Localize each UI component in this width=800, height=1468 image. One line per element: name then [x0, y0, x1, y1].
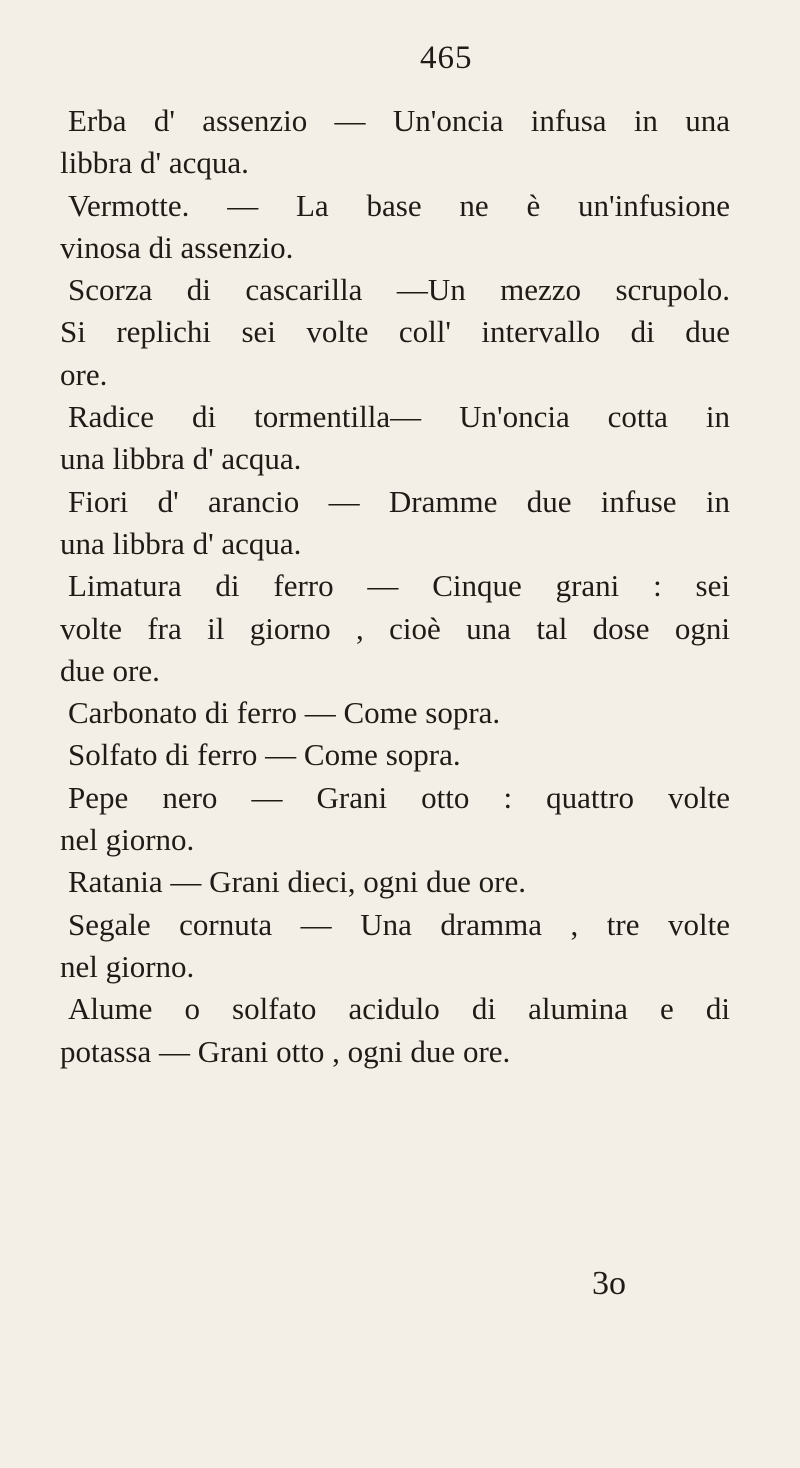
text-line: Fiori d' arancio — Dramme due infuse in — [68, 483, 730, 519]
text-line: nel giorno. — [60, 948, 195, 984]
entry — [60, 734, 730, 776]
entry — [60, 269, 730, 396]
text-line: potassa — Grani otto , ogni due ore. — [60, 1033, 511, 1069]
text-line: nel giorno. — [60, 822, 195, 858]
entry — [60, 988, 730, 1073]
text-line: Carbonato di ferro — Come sopra. — [68, 695, 501, 731]
text-line: vinosa di assenzio. — [60, 229, 294, 265]
text-line: libbra d' acqua. — [60, 145, 249, 181]
text-line: Limatura di ferro — Cinque grani : sei — [68, 568, 730, 604]
text-block — [60, 100, 730, 1073]
text-line: una libbra d' acqua. — [60, 525, 302, 561]
entry — [60, 565, 730, 692]
text-line: volte fra il giorno , cioè una tal dose ogni — [60, 610, 730, 646]
entry — [60, 396, 730, 481]
entry — [60, 692, 730, 734]
text-line: Alume o solfato acidulo di alumina e di — [68, 991, 730, 1027]
text-line: due ore. — [60, 652, 160, 688]
text-line: ore. — [60, 356, 108, 392]
text-line: Pepe nero — Grani otto : quattro volte — [68, 779, 730, 815]
entry — [60, 777, 730, 862]
text-line: Vermotte. — La base ne è un'infusione — [68, 187, 730, 223]
text-line: Segale cornuta — Una dramma , tre volte — [68, 906, 730, 942]
text-line: Scorza di cascarilla —Un mezzo scrupolo. — [68, 272, 730, 308]
text-line: Si replichi sei volte coll' intervallo di due — [60, 314, 730, 350]
entry — [60, 185, 730, 270]
entry — [60, 861, 730, 903]
signature-mark: 3o — [592, 1265, 626, 1302]
text-line: una libbra d' acqua. — [60, 441, 302, 477]
text-line: Radice di tormentilla— Un'oncia cotta in — [68, 399, 730, 435]
entry — [60, 100, 730, 185]
entry — [60, 904, 730, 989]
page-number: 465 — [420, 40, 473, 76]
text-line: Ratania — Grani dieci, ogni due ore. — [68, 864, 526, 900]
text-line: Solfato di ferro — Come sopra. — [68, 737, 461, 773]
text-line: Erba d' assenzio — Un'oncia infusa in una — [68, 103, 730, 138]
entry — [60, 481, 730, 566]
